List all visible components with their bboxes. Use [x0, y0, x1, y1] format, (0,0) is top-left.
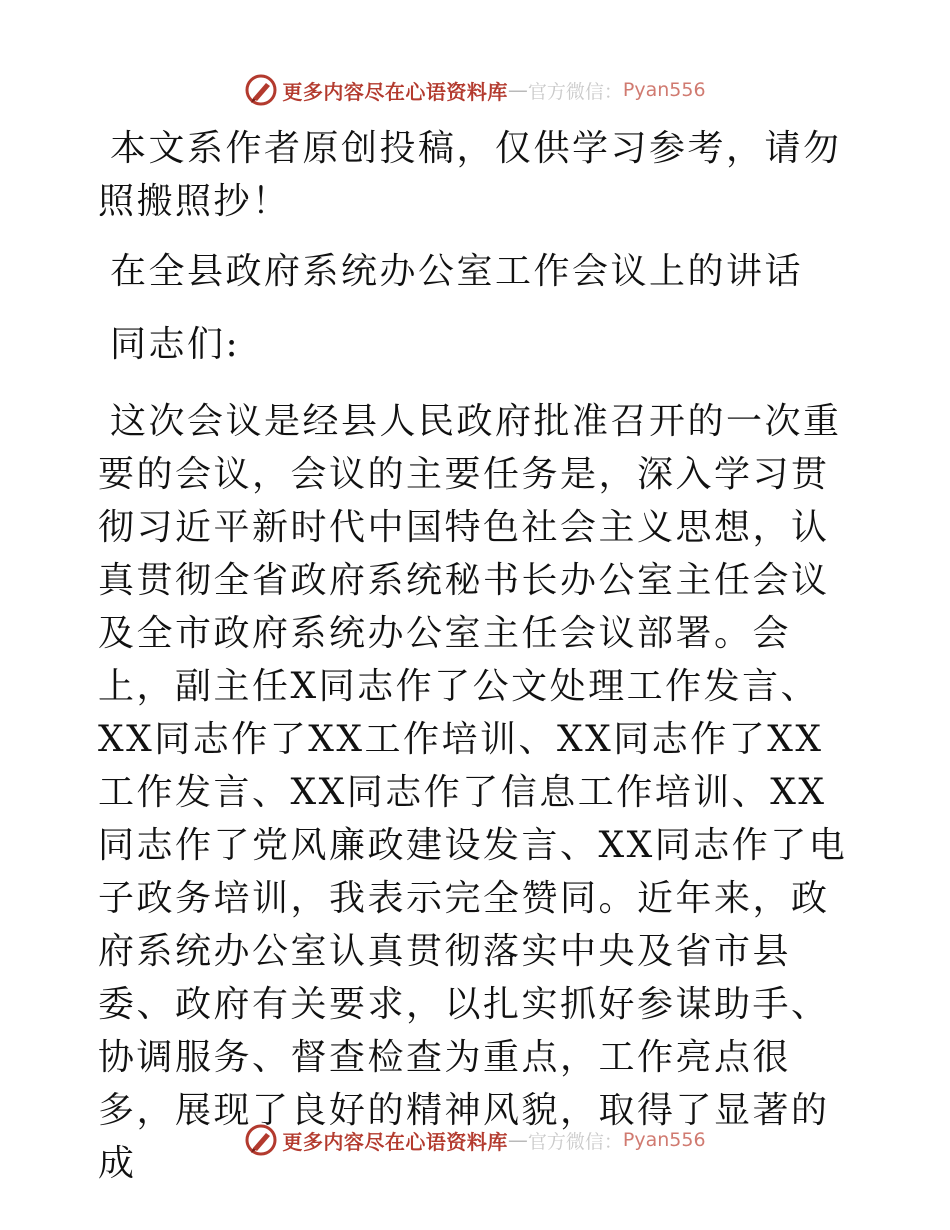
- document-body: [98, 122, 858, 1190]
- watermark-footer: [0, 1120, 950, 1160]
- watermark-suffix: 官方微信：: [527, 80, 623, 103]
- watermark-wechat-id: Pyan556: [622, 1129, 706, 1151]
- watermark-dash: —: [507, 1128, 528, 1152]
- watermark-dash: —: [507, 78, 528, 102]
- pen-logo-icon: [244, 73, 278, 107]
- watermark-brand: 更多内容尽在心语资料库: [282, 1129, 508, 1154]
- body-paragraph: 这次会议是经县人民政府批准召开的一次重要的会议，会议的主要任务是，深入学习贯彻习近平新时代中国特色社会主义思想，认真贯彻全省政府系统秘书长办公室主任会议及全市政府系统办公室主任会议部署。会上，副主任X同志作了公文处理工作发言、XX同志作了XX工作培训、XX同志作了XX工作发言、XX同志作了信息工作培训、XX同志作了党风廉政建设发言、XX同志作了电子政务培训，我表示完全赞同。近年来，政府系统办公室认真贯彻落实中央及省市县委、政府有关要求，以扎实抓好参谋助手、协调服务、督查检查为重点，工作亮点很多，展现了良好的精神风貌，取得了显著的成: [98, 401, 848, 1184]
- greeting: 同志们:: [110, 324, 241, 365]
- watermark-wechat-id: Pyan556: [622, 79, 706, 101]
- watermark-brand: 更多内容尽在心语资料库: [282, 79, 508, 104]
- speech-title: 在全县政府系统办公室工作会议上的讲话: [110, 251, 804, 292]
- pen-logo-icon: [244, 1123, 278, 1157]
- intro-notice: 本文系作者原创投稿，仅供学习参考，请勿照搬照抄！: [98, 128, 842, 222]
- watermark-suffix: 官方微信：: [527, 1130, 623, 1153]
- watermark-header: [0, 70, 950, 110]
